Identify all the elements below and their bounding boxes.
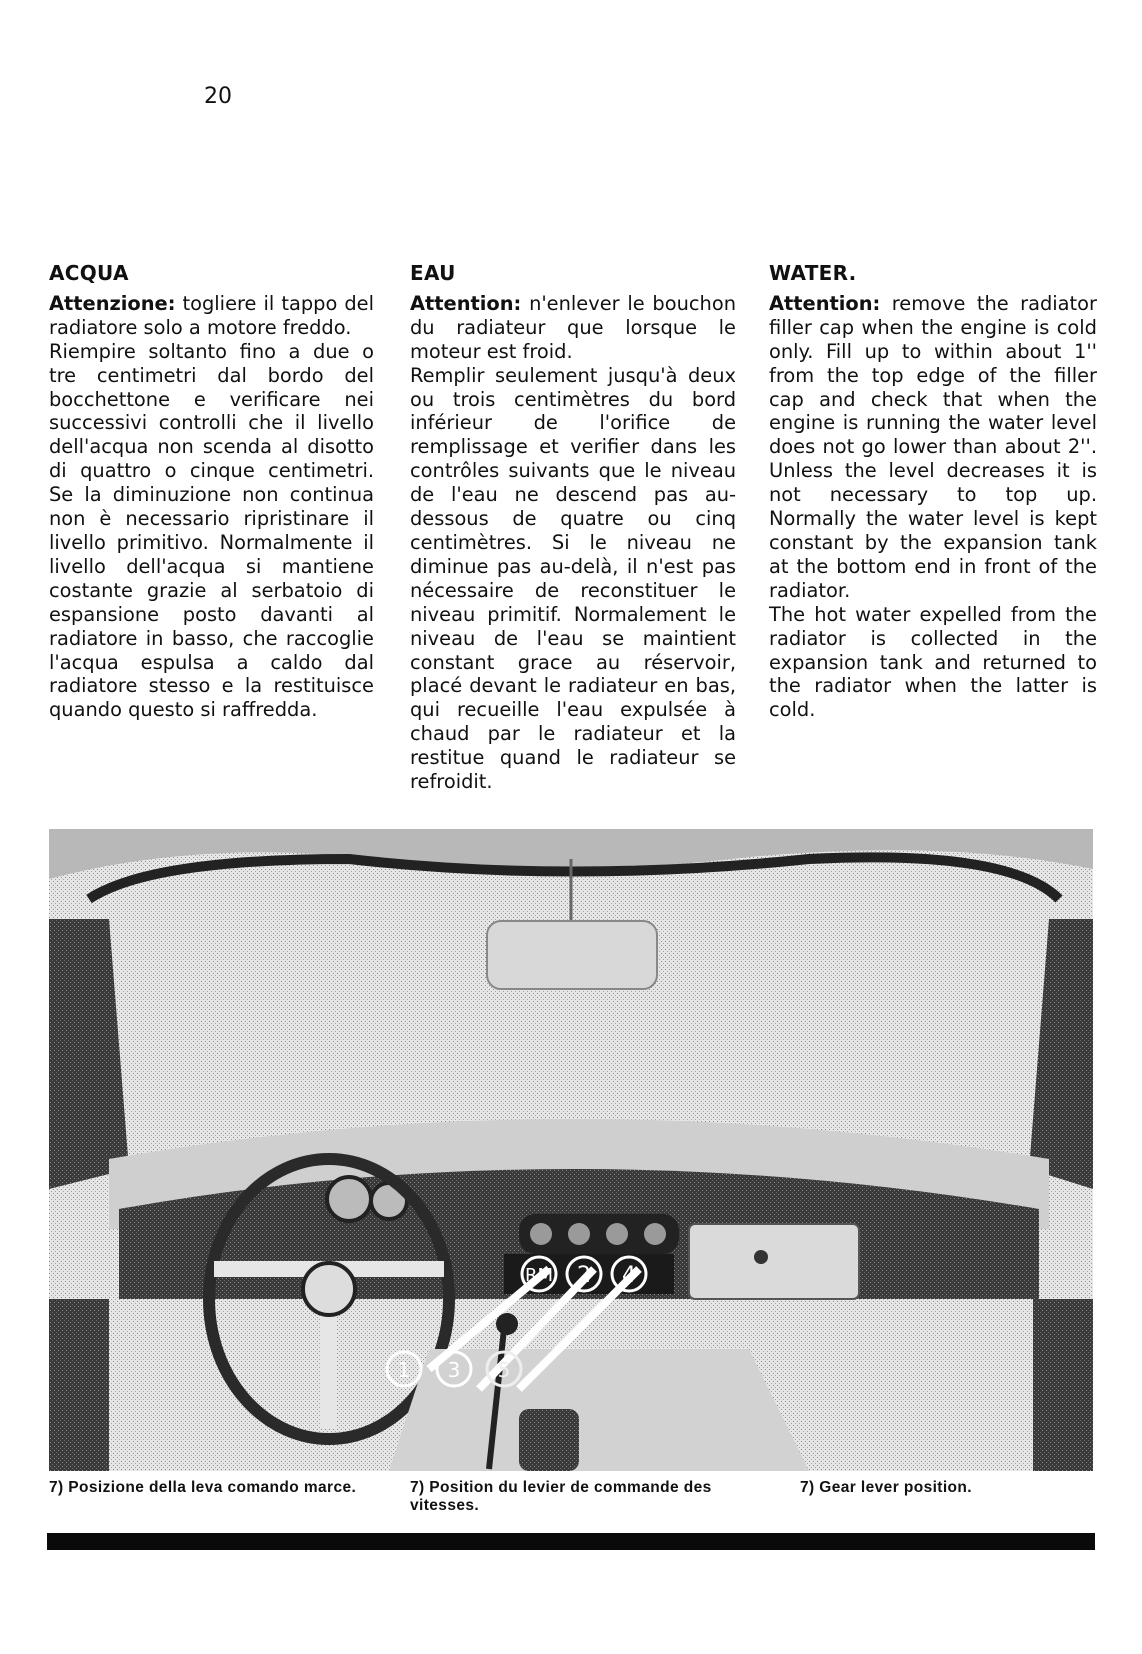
column-italian: [49, 262, 374, 722]
paragraph-body: [410, 364, 736, 794]
gauge: [530, 1223, 552, 1245]
rearview-mirror: [487, 921, 657, 989]
right-door: [1033, 1299, 1093, 1471]
caption-french: 7) Position du levier de commande des vitesses.: [410, 1479, 712, 1514]
attention-label: Attention:: [769, 291, 881, 315]
paragraph-text: n'enlever le bouchon du radiateur que lorsque le moteur est froid.: [410, 291, 736, 363]
glovebox: [689, 1224, 859, 1299]
left-door: [49, 1299, 109, 1471]
glovebox-knob: [754, 1250, 768, 1264]
heading-eau: EAU: [410, 261, 456, 285]
paragraph-body: [49, 340, 374, 723]
svg-text:3: 3: [447, 1358, 461, 1382]
paragraph-text: remove the radiator filler cap when the engine is cold only. Fill up to within about 1'' from the top edge of the filler cap and check that when the engine is running the water level does not go lower than about 2''. Unless the level decreases it is not necessary to top up. Normally the water level is kept constant by the expansion tank at the bottom end in front of the radiator.: [769, 291, 1097, 602]
paragraph-text: Riempire soltanto fino a due o tre centimetri dal bordo del bocchettone e verificare nei successivi controlli che il livello dell'acqua non scenda al disotto di quattro o cinque centimetri. Se la diminuzione non continua non è necessario ripristinare il livello primitivo. Normalmente il livello dell'acqua si mantiene costante grazie al serbatoio di espansione posto davanti al radiatore in basso, che raccoglie l'acqua espulsa a caldo dal radiatore stesso e la restituisce quando questo si raffredda.: [49, 339, 374, 722]
gauge: [644, 1223, 666, 1245]
gear-boot: [519, 1409, 579, 1471]
attention-label: Attention:: [410, 291, 522, 315]
steering-hub: [303, 1263, 355, 1315]
svg-text:RM: RM: [524, 1265, 554, 1286]
svg-text:1: 1: [397, 1358, 411, 1382]
gauge: [568, 1223, 590, 1245]
paragraph-attention: [49, 292, 374, 340]
heading-acqua: ACQUA: [49, 261, 129, 285]
paragraph-attention: [769, 292, 1097, 603]
svg-text:2: 2: [577, 1263, 591, 1288]
caption-italian: 7) Posizione della leva comando marce.: [49, 1479, 357, 1496]
paragraph-attention: [410, 292, 736, 364]
gear-knob: [496, 1313, 518, 1335]
column-english: [769, 262, 1097, 722]
gauge: [606, 1223, 628, 1245]
paragraph-text: togliere il tappo del radiatore solo a motore freddo.: [49, 291, 374, 339]
caption-english: 7) Gear lever position.: [800, 1479, 973, 1496]
dashboard-illustration: [49, 829, 1093, 1471]
attention-label: Attenzione:: [49, 291, 176, 315]
dashboard-photo: [49, 829, 1093, 1471]
column-french: [410, 262, 736, 794]
page-number: 20: [204, 84, 232, 109]
instrument-gauge: [327, 1177, 371, 1221]
paragraph-text: The hot water expelled from the radiator is collected in the expansion tank and returned to the radiator when the latter is cold.: [769, 602, 1097, 722]
heading-water: WATER.: [769, 261, 857, 285]
bottom-rule: [47, 1533, 1095, 1550]
paragraph-text: Remplir seulement jusqu'à deux ou trois centimètres du bord inférieur de l'orifice de remplissage et verifier dans les contrôles suivants que le niveau de l'eau ne descend pas au-dessous de quatre ou cinq centimètres. Si le niveau ne diminue pas au-delà, il n'est pas nécessaire de reconstituer le niveau primitif. Normalement le niveau de l'eau se maintient constant grace au réservoir, placé devant le radiateur en bas, qui recueille l'eau expulsée à chaud par le radiateur et la restitue quand le radiateur se refroidit.: [410, 363, 736, 794]
svg-text:5: 5: [497, 1358, 511, 1382]
paragraph-body: [769, 603, 1097, 723]
svg-text:4: 4: [622, 1263, 636, 1288]
